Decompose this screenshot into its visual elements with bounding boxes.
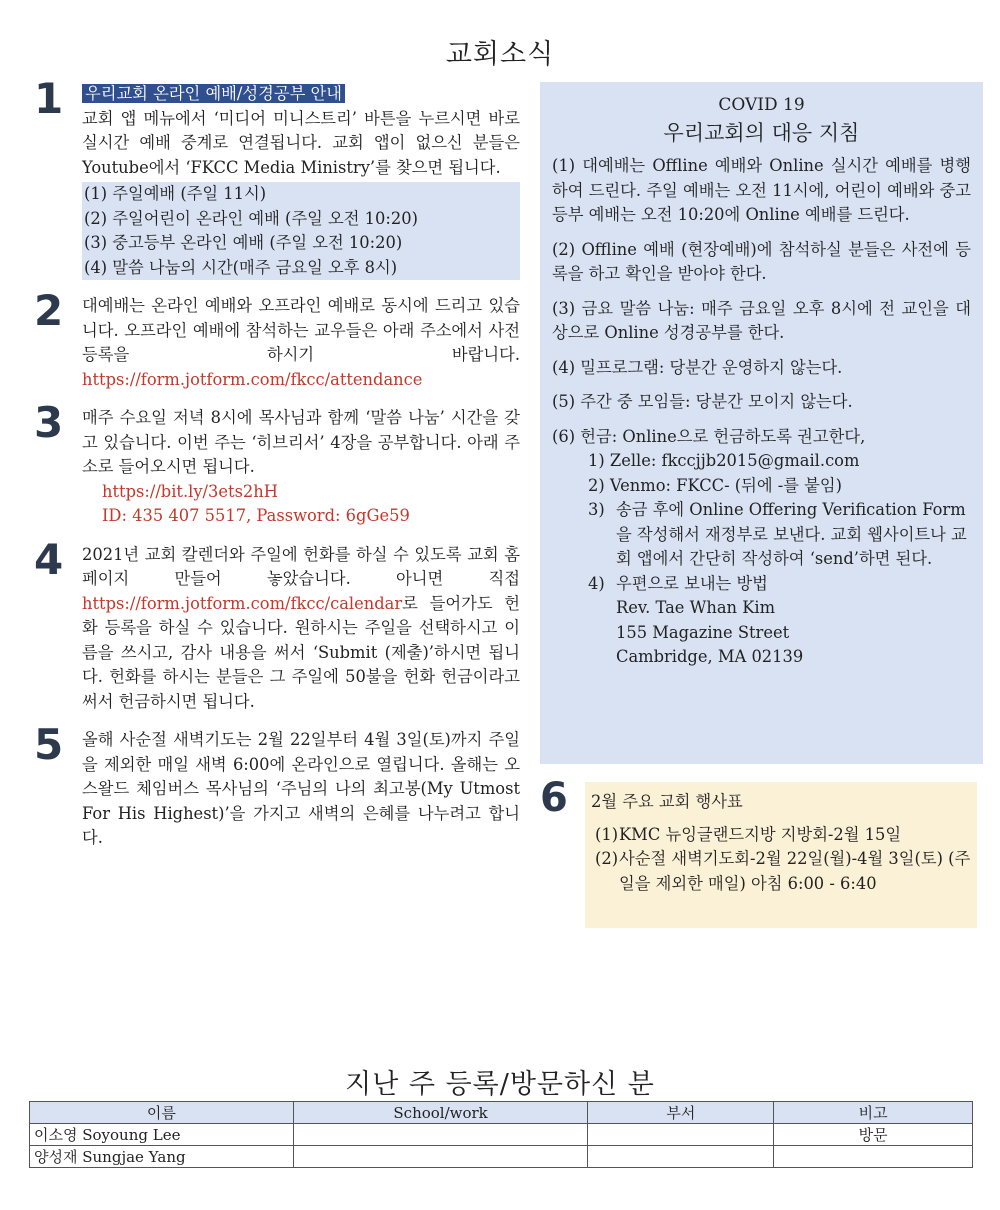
cell-school-work xyxy=(293,1146,588,1168)
table-header-row xyxy=(30,1102,973,1124)
item-number: 5 xyxy=(34,720,64,769)
address-city: Cambridge, MA 02139 xyxy=(616,647,804,666)
item-number: 3 xyxy=(34,398,64,447)
header-name: 이름 xyxy=(30,1102,294,1124)
news-item-5 xyxy=(30,720,520,851)
item-body: 대예배는 온라인 예배와 오프라인 예배로 동시에 드리고 있습니다. 오프라인 예배에 참석하는 교우들은 아래 주소에서 사전 등록을 하시기 바랍니다. xyxy=(82,296,520,364)
news-item-3 xyxy=(30,398,520,529)
worship-schedule xyxy=(82,182,520,280)
cell-department xyxy=(588,1146,774,1168)
item-body: 교회 앱 메뉴에서 ‘미디어 미니스트리’ 바튼을 누르시면 바로 실시간 예배 중계로 연결됩니다. 교회 앱이 없으신 분들은 Youtube에서 ‘FKCC Media Ministry’를 찾으면 됩니다. xyxy=(82,108,520,177)
item-body-cont: 로 들어가도 헌화 등록을 하실 수 있습니다. 원하시는 주일을 선택하시고 이름을 쓰시고, 감사 내용을 써서 ‘Submit (제출)’하시면 됩니다. 헌화를 하시는 분들은 그 주일에 50불을 헌화 헌금이라고 써서 헌금하시면 됩니다. xyxy=(82,593,520,711)
cell-note xyxy=(774,1146,973,1168)
covid-point: (5) 주간 중 모임들: 당분간 모이지 않는다. xyxy=(552,392,853,411)
header-note: 비고 xyxy=(774,1102,973,1124)
item-title: 우리교회 온라인 예배/성경공부 안내 xyxy=(82,84,345,103)
item-number: 1 xyxy=(34,74,64,123)
item-number: 2 xyxy=(34,286,64,335)
schedule-line: (2) 주일어린이 온라인 예배 (주일 오전 10:20) xyxy=(84,208,418,228)
news-item-4 xyxy=(30,534,520,715)
address-name: Rev. Tae Whan Kim xyxy=(616,598,776,617)
table-row xyxy=(30,1124,973,1146)
schedule-line: (3) 중고등부 온라인 예배 (주일 오전 10:20) xyxy=(84,233,403,252)
item-body: 올해 사순절 새벽기도는 2월 22일부터 4월 3일(토)까지 주일을 제외한 매일 새벽 6:00에 온라인으로 열립니다. 올해는 오스왈드 체임버스 목사님의 ‘주님의 나의 최고봉(My Utmost For His Highest)’을 가지고 새벽의 은혜를 나누려고 합니다. xyxy=(82,730,520,847)
covid-subtitle: 우리교회의 대응 지침 xyxy=(663,121,860,145)
attendance-link[interactable]: https://form.jotform.com/fkcc/attendance xyxy=(82,369,423,389)
offering-venmo: 2) Venmo: FKCC- (뒤에 -를 붙임) xyxy=(588,475,842,495)
news-item-2 xyxy=(30,286,520,392)
offering-mail: 4) 우편으로 보내는 방법 Rev. Tae Whan Kim 155 Magazine Street Cambridge, MA 02139 xyxy=(552,572,971,670)
event-item: (2) 사순절 새벽기도회-2월 22일(월)-4월 3일(토) (주일을 제외한 매일) 아침 6:00 - 6:40 xyxy=(595,849,971,893)
cell-note: 방문 xyxy=(774,1124,973,1146)
item-body: 매주 수요일 저녁 8시에 목사님과 함께 ‘말씀 나눔’ 시간을 갖고 있습니다. 이번 주는 ‘히브리서’ 4장을 공부합니다. 아래 주소로 들어오시면 됩니다. xyxy=(82,408,520,476)
covid-point: (4) 밀프로그램: 당분간 운영하지 않는다. xyxy=(552,357,843,377)
registration-table xyxy=(29,1101,973,1168)
events-title: 2월 주요 교회 행사표 xyxy=(591,792,743,811)
bible-study-link[interactable]: https://bit.ly/3ets2hH xyxy=(102,481,278,501)
header-school-work: School/work xyxy=(293,1102,588,1124)
cell-name: 양성재 Sungjae Yang xyxy=(30,1146,294,1168)
cell-name: 이소영 Soyoung Lee xyxy=(30,1124,294,1146)
meeting-credentials: ID: 435 407 5517, Password: 6gGe59 xyxy=(102,506,410,525)
table-row xyxy=(30,1146,973,1168)
item-body: 2021년 교회 칼렌더와 주일에 헌화를 하실 수 있도록 교회 홈페이지 만들어 놓았습니다. 아니면 직접 xyxy=(82,544,520,588)
schedule-line: (1) 주일예배 (주일 11시) xyxy=(84,184,267,203)
address-street: 155 Magazine Street xyxy=(616,622,790,642)
cell-department xyxy=(588,1124,774,1146)
covid-point: (3) 금요 말씀 나눔: 매주 금요일 오후 8시에 전 교인을 대상으로 Online 성경공부를 한다. xyxy=(552,298,971,342)
header-department: 부서 xyxy=(588,1102,774,1124)
covid-guidelines-box xyxy=(540,82,983,764)
events-box xyxy=(585,782,977,928)
item-number: 4 xyxy=(34,534,64,584)
cell-school-work xyxy=(293,1124,588,1146)
offering-title: (6) 헌금: Online으로 헌금하도록 권고한다, xyxy=(552,426,866,446)
news-item-1 xyxy=(30,74,520,280)
page-title: 교회소식 xyxy=(445,39,555,70)
covid-title: COVID 19 xyxy=(718,95,805,115)
item-number: 6 xyxy=(540,775,568,821)
registration-title: 지난 주 등록/방문하신 분 xyxy=(345,1069,655,1100)
news-column xyxy=(30,74,520,865)
schedule-line: (4) 말씀 나눔의 시간(매주 금요일 오후 8시) xyxy=(84,257,398,277)
offering-zelle: 1) Zelle: fkccjjb2015@gmail.com xyxy=(588,451,860,470)
calendar-link[interactable]: https://form.jotform.com/fkcc/calendar xyxy=(82,593,403,613)
offering-verification: 3) 송금 후에 Online Offering Verification Form을 작성해서 재정부로 보낸다. 교회 웹사이트나 교회 앱에서 간단히 작성하여 ‘send’하면 된다. xyxy=(588,500,967,568)
covid-point: (2) Offline 예배 (현장예배)에 참석하실 분들은 사전에 등록을 하고 확인을 받아야 한다. xyxy=(552,239,971,283)
covid-point: (1) 대예배는 Offline 예배와 Online 실시간 예배를 병행하여 드린다. 주일 예배는 오전 11시에, 어린이 예배와 중고등부 예배는 오전 10:20에 Online 예배를 드린다. xyxy=(552,156,971,224)
event-item: (1) KMC 뉴잉글랜드지방 지방회-2월 15일 xyxy=(595,824,902,844)
